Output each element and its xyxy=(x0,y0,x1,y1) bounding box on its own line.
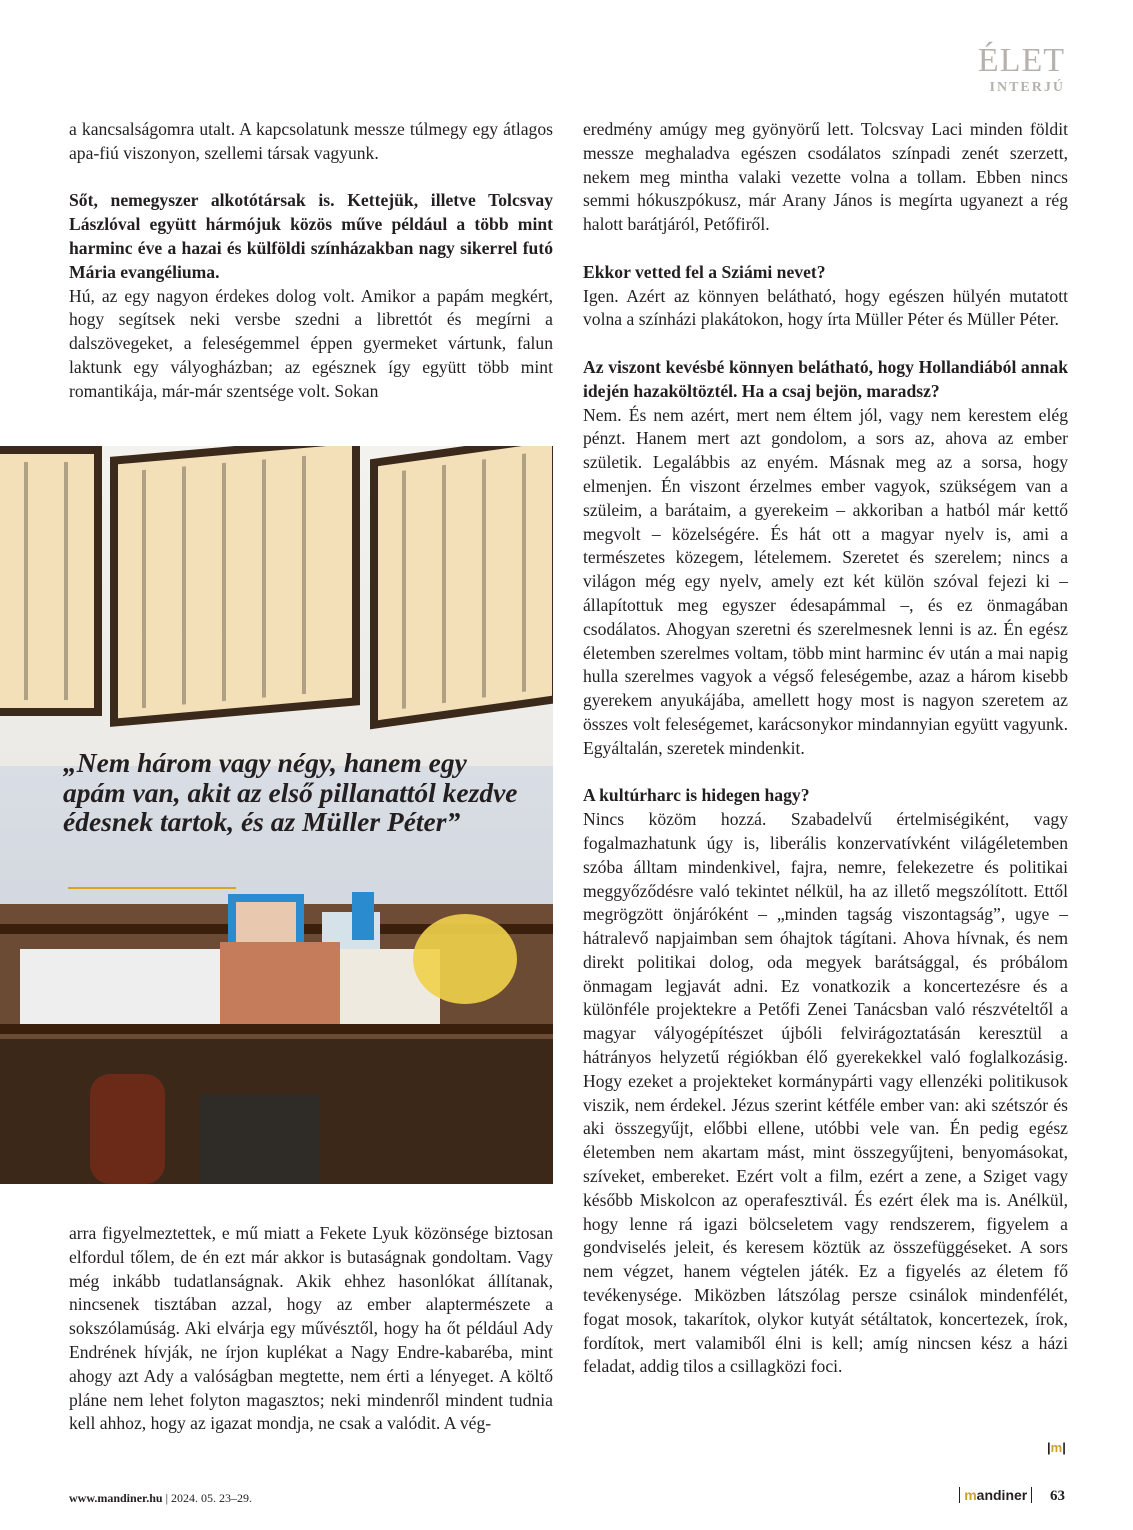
left-column-bottom xyxy=(69,1222,553,1436)
footer-left xyxy=(69,1491,252,1506)
brand-logo: mandiner xyxy=(959,1487,1032,1503)
right-column xyxy=(583,118,1068,1379)
interview-answer: a kancsalságomra utalt. A kapcsolatunk messze túlmegy egy átlagos apa-fiú viszonyon, szellemi társak vagyunk. xyxy=(69,119,553,163)
interview-answer: Nincs közöm hozzá. Szabadelvű értelmiségiként, vagy fogalmazhatunk úgy is, liberális konzervatívként világéletemben szóba álltam mindenkivel, fajra, nemre, felekezetre és politikai meggyőződésre való tekintet nélkül, ha az illető megszólított. Ettől megrögzött önjáróként – „minden tagság viszontagság”, ugye – hátralevő napjaimban sem óhajtok tágítani. Ahova hívnak, és nem direkt politikai dolog, oda megyek barátsággal, és próbálom önmagam legjavát adni. Ez vonatkozik a koncertezésre és a különféle projektekre a Petőfi Zenei Tanácsban való részvételtől a magyar vályogépítészet újbóli felvirágoztatásán keresztül a hátrányos helyzetű régiókban élő gyerekekkel való foglalkozásig. Hogy ezeket a projekteket kormánypárti vagy ellenzéki politikusok viszik, nem érdekel. Jézus szerint kétféle ember van: aki szétszór és aki összegyűjt, előbbi ellene, utóbbi vele van. Én pedig egész életemben nem akartam mást, mint összegyűjteni, benyomásokat, szíveket, embereket. Ezért volt a film, ezért a zene, a Sziget vagy később Miskolcon az operafesztivál. És ezért élek ma is. Anélkül, hogy lenne rá igazi bölcseletem vagy rendszerem, figyelem a gondviselés jeleit, és keresem köztük az összefüggéseket. A sors nem végzet, hanem végtelen játék. Ez a figyelés az életem fő tevékenysége. Miközben látszólag persze csinálok mindenfélét, fogat mosok, takarítok, olykor kutyát sétáltatok, koncertezek, írok, fordítok, mert valamiből élni is kell; amíg nincsen kész a házi feladat, addig tilos a csillagközi foci. xyxy=(583,809,1068,1377)
interview-answer: Hú, az egy nagyon érdekes dolog volt. Amikor a papám megkért, hogy segítsek neki versbe szedni a librettót és megírni a dalszövegeket, a feleségemmel éppen gyermeket vártunk, falun laktunk egy vályogházban; az egésznek így együtt több mint romantikája, már-már szentsége volt. Sokan xyxy=(69,285,553,401)
paragraph-gap xyxy=(583,332,1068,356)
paragraph-gap xyxy=(583,761,1068,785)
interview-question: Ekkor vetted fel a Sziámi nevet? xyxy=(583,261,826,282)
interview-answer: eredmény amúgy meg gyönyörű lett. Tolcsvay Laci minden földit messze meghaladva egészen csodálatos színpadi zenét szerzett, nekem meg mintha valaki vezette volna a tollam. Ebben nincs semmi hókuszpókusz, már Arany János is megírta ugyanezt a rég halott barátjáról, Petőfiről. xyxy=(583,119,1068,235)
pull-quote: „Nem három vagy négy, hanem egy apám van, akit az első pillanattól kezdve édesnek tartok, és az Müller Péter” xyxy=(63,747,518,837)
footer-right xyxy=(959,1487,1065,1505)
interview-answer: arra figyelmeztettek, e mű miatt a Fekete Lyuk közönsége biztosan elfordul tőlem, de én ezt már akkor is butaságnak gondoltam. Vagy még inkább tudatlanságnak. Akik ehhez hasonlókat állítanak, nincsenek tisztában azzal, hogy az ember alaptermészete a sokszólamúság. Aki elvárja egy művésztől, hogy ha őt például Ady Endrének hívják, ne írjon kuplékat a Nagy Endre-kabaréba, mint ahogy azt Ady a valóságban megtette, nem érti a lényeget. A költő pláne nem lehet folyton magasztos; neki mindenről mindent tudnia kell ahhoz, hogy az igazat mondja, ne csak a valódit. A vég- xyxy=(69,1223,553,1434)
footer-url: www.mandiner.hu xyxy=(69,1491,163,1505)
calligraphy-frame-left xyxy=(0,446,102,716)
end-mark: |m| xyxy=(1047,1440,1066,1455)
pull-quote-rule xyxy=(68,887,236,889)
paragraph-gap xyxy=(583,237,1068,261)
interview-question: A kultúrharc is hidegen hagy? xyxy=(583,785,810,806)
page-number: 63 xyxy=(1050,1488,1065,1504)
calligraphy-frame-center xyxy=(110,446,360,727)
interview-answer: Igen. Azért az könnyen belátható, hogy egészen hülyén mutatott volna a színházi plakátokon, hogy írta Müller Péter és Müller Péter. xyxy=(583,285,1068,330)
section-title: ÉLET xyxy=(977,42,1065,79)
bookshelf-illustration xyxy=(0,864,553,1184)
section-header xyxy=(978,44,1065,96)
section-subtitle: INTERJÚ xyxy=(989,80,1065,95)
footer-date: 2024. 05. 23–29. xyxy=(171,1491,252,1505)
interview-question: Sőt, nemegyszer alkotótársak is. Kettejük, illetve Tolcsvay Lászlóval együtt hármójuk közös műve például a több mint harminc éve a hazai és külföldi színházakban nagy sikerrel futó Mária evangéliuma. xyxy=(69,190,553,282)
paragraph-gap xyxy=(69,166,553,190)
footer-separator: | xyxy=(165,1491,168,1505)
interview-answer: Nem. És nem azért, mert nem éltem jól, vagy nem kerestem elég pénzt. Hanem mert azt gondolom, a sors az, ahova az ember születik. Legalábbis az enyém. Másnak meg az a sorsa, hogy elmenjen. Én viszont érzelmes ember vagyok, szükségem van a szüleim, a barátaim, a gyerekeim – akkoriban a hatból már kettő megvolt – közelségére. És hát ott a magyar nyelv is, ami a természetes közegem, lételemem. Szeretet és szerelem; nincs a világon még egy nyelv, amely ezt két külön szóval fejezi ki – állapítottuk meg egyszer édesapámmal –, és ez önmagában csodálatos. Ahogyan szeretni és szerelmesnek lenni is az. Én egész életemben szerelmes voltam, több mint harminc év után a mai napig hulla szerelmes vagyok a végső feleségembe, azaz a három kisebb gyerekem anyukájába, amellett hogy most is nagyon szeretem az összes volt feleségemet, karácsonykor mindannyian együtt vagyunk. Egyáltalán, szeretek mindenkit. xyxy=(583,404,1068,758)
calligraphy-frame-right xyxy=(370,446,553,729)
interview-question: Az viszont kevésbé könnyen belátható, hogy Hollandiából annak idején hazaköltöztél. Ha a csaj bejön, maradsz? xyxy=(583,356,1068,401)
left-column-top xyxy=(69,118,553,404)
